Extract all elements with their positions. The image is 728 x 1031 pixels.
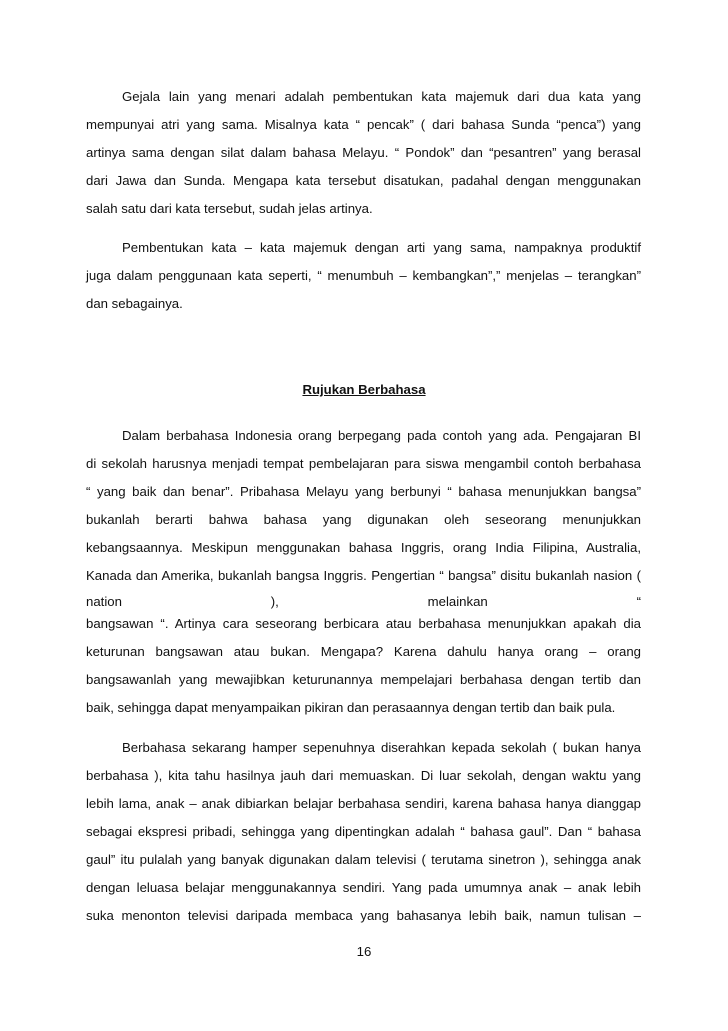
text-line: Gejala lain yang menari adalah pembentukan kata majemuk dari dua kata yang bbox=[122, 89, 641, 104]
text-line: kebangsaannya. Meskipun menggunakan bahasa Inggris, orang India Filipina, Australia, bbox=[86, 540, 641, 555]
text-line: Dalam berbahasa Indonesia orang berpegang pada contoh yang ada. Pengajaran BI bbox=[122, 428, 641, 443]
text-line: bukanlah berarti bahwa bahasa yang digunakan oleh seseorang menunjukkan bbox=[86, 512, 641, 527]
text-line: mempunyai atri yang sama. Misalnya kata “ pencak” ( dari bahasa Sunda “penca”) yang bbox=[86, 117, 641, 132]
text-line: nation ), melainkan “ bbox=[86, 594, 641, 609]
text-line: dari Jawa dan Sunda. Mengapa kata tersebut disatukan, padahal dengan menggunakan bbox=[86, 173, 641, 188]
text-line: “ yang baik dan benar”. Pribahasa Melayu yang berbunyi “ bahasa menunjukkan bangsa” bbox=[86, 484, 641, 499]
text-line: dengan leluasa belajar menggunakannya sendiri. Yang pada umumnya anak – anak lebih bbox=[86, 880, 641, 895]
text-line: di sekolah harusnya menjadi tempat pembelajaran para siswa mengambil contoh berbahasa bbox=[86, 456, 641, 471]
text-line: keturunan bangsawan atau bukan. Mengapa? Karena dahulu hanya orang – orang bbox=[86, 644, 641, 659]
text-line: berbahasa ), kita tahu hasilnya jauh dari memuaskan. Di luar sekolah, dengan waktu yang bbox=[86, 768, 641, 783]
text-line: baik, sehingga dapat menyampaikan pikiran dan perasaannya dengan tertib dan baik pula. bbox=[86, 700, 616, 715]
text-line: sebagai ekspresi pribadi, sehingga yang dipentingkan adalah “ bahasa gaul”. Dan “ bahasa bbox=[86, 824, 641, 839]
text-line: lebih lama, anak – anak dibiarkan belajar berbahasa sendiri, karena bahasa hanya dianggap bbox=[86, 796, 641, 811]
text-line: artinya sama dengan silat dalam bahasa Melayu. “ Pondok” dan “pesantren” yang berasal bbox=[86, 145, 641, 160]
text-line: suka menonton televisi daripada membaca yang bahasanya lebih baik, namun tulisan – bbox=[86, 908, 641, 923]
text-line: salah satu dari kata tersebut, sudah jelas artinya. bbox=[86, 201, 373, 216]
text-line: juga dalam penggunaan kata seperti, “ menumbuh – kembangkan”,” menjelas – terangkan” bbox=[86, 268, 641, 283]
text-line: bangsawan “. Artinya cara seseorang berbicara atau berbahasa menunjukkan apakah dia bbox=[86, 616, 641, 631]
text-line: dan sebagainya. bbox=[86, 296, 183, 311]
text-line: Pembentukan kata – kata majemuk dengan arti yang sama, nampaknya produktif bbox=[122, 240, 641, 255]
text-line: Kanada dan Amerika, bukanlah bangsa Inggris. Pengertian “ bangsa” disitu bukanlah nasion ( bbox=[86, 568, 641, 583]
text-line: bangsawanlah yang mewajibkan keturunannya mempelajari berbahasa dengan tertib dan bbox=[86, 672, 641, 687]
text-line: Berbahasa sekarang hamper sepenuhnya diserahkan kepada sekolah ( bukan hanya bbox=[122, 740, 641, 755]
page-number: 16 bbox=[356, 944, 372, 959]
text-line: gaul” itu pulalah yang banyak digunakan dalam televisi ( terutama sinetron ), sehingga anak bbox=[86, 852, 641, 867]
section-heading: Rujukan Berbahasa bbox=[302, 382, 426, 397]
